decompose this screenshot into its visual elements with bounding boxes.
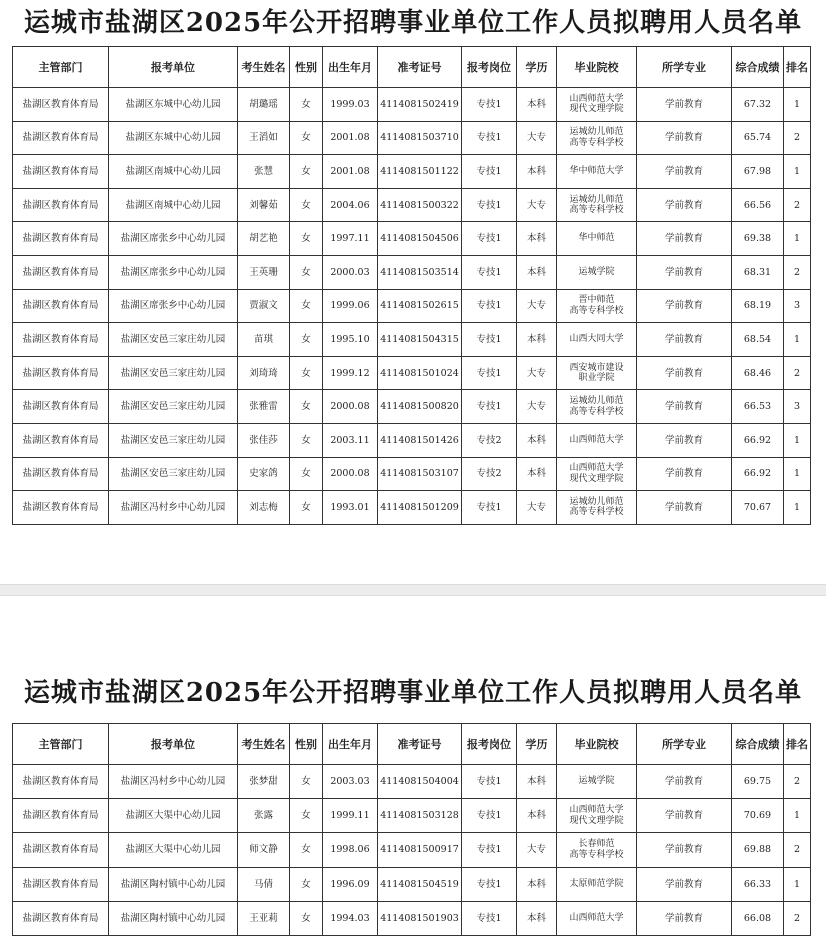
cell-rank: 1 [784, 799, 811, 833]
table-row [13, 765, 811, 799]
cell-department: 盐湖区教育体育局 [13, 457, 109, 491]
cell-name: 刘志梅 [238, 491, 290, 525]
cell-employer: 盐湖区冯村乡中心幼儿园 [109, 491, 238, 525]
cell-birth-date: 1997.11 [323, 222, 378, 256]
cell-birth-date: 2003.11 [323, 423, 378, 457]
cell-department: 盐湖区教育体育局 [13, 901, 109, 935]
cell-score: 69.75 [732, 765, 784, 799]
cell-birth-date: 2003.03 [323, 765, 378, 799]
column-header-name: 考生姓名 [238, 47, 290, 88]
cell-gender: 女 [290, 765, 323, 799]
cell-major: 学前教育 [637, 356, 732, 390]
cell-major: 学前教育 [637, 867, 732, 901]
cell-department: 盐湖区教育体育局 [13, 799, 109, 833]
cell-school: 山西师范大学 现代文理学院 [557, 799, 637, 833]
column-header-education: 学历 [517, 724, 557, 765]
cell-rank: 1 [784, 867, 811, 901]
column-header-employer: 报考单位 [109, 724, 238, 765]
table-row [13, 833, 811, 867]
table-row [13, 289, 811, 323]
table-body [13, 765, 811, 936]
cell-department: 盐湖区教育体育局 [13, 155, 109, 189]
cell-birth-date: 1999.03 [323, 88, 378, 122]
table-row [13, 390, 811, 424]
column-header-school: 毕业院校 [557, 47, 637, 88]
cell-major: 学前教育 [637, 423, 732, 457]
cell-education: 大专 [517, 390, 557, 424]
cell-gender: 女 [290, 356, 323, 390]
cell-score: 65.74 [732, 121, 784, 155]
cell-gender: 女 [290, 289, 323, 323]
table-row [13, 457, 811, 491]
cell-score: 66.53 [732, 390, 784, 424]
cell-position: 专技2 [462, 457, 517, 491]
cell-major: 学前教育 [637, 491, 732, 525]
cell-major: 学前教育 [637, 833, 732, 867]
table-row [13, 867, 811, 901]
cell-gender: 女 [290, 222, 323, 256]
column-header-position: 报考岗位 [462, 47, 517, 88]
cell-exam-id: 4114081504315 [378, 323, 462, 357]
cell-education: 大专 [517, 121, 557, 155]
cell-exam-id: 4114081500917 [378, 833, 462, 867]
cell-employer: 盐湖区南城中心幼儿园 [109, 155, 238, 189]
cell-employer: 盐湖区安邑三家庄幼儿园 [109, 390, 238, 424]
cell-education: 本科 [517, 867, 557, 901]
cell-rank: 1 [784, 423, 811, 457]
cell-gender: 女 [290, 867, 323, 901]
cell-name: 苗琪 [238, 323, 290, 357]
column-header-name: 考生姓名 [238, 724, 290, 765]
cell-employer: 盐湖区大渠中心幼儿园 [109, 833, 238, 867]
cell-department: 盐湖区教育体育局 [13, 188, 109, 222]
column-header-birth-date: 出生年月 [323, 47, 378, 88]
cell-position: 专技1 [462, 901, 517, 935]
cell-name: 王滔如 [238, 121, 290, 155]
cell-position: 专技1 [462, 289, 517, 323]
column-header-employer: 报考单位 [109, 47, 238, 88]
cell-school: 华中师范大学 [557, 155, 637, 189]
cell-education: 大专 [517, 289, 557, 323]
cell-gender: 女 [290, 457, 323, 491]
cell-school: 华中师范 [557, 222, 637, 256]
cell-exam-id: 4114081501426 [378, 423, 462, 457]
roster-table [12, 723, 811, 936]
cell-name: 王英珊 [238, 255, 290, 289]
cell-department: 盐湖区教育体育局 [13, 121, 109, 155]
cell-score: 66.08 [732, 901, 784, 935]
table-row [13, 88, 811, 122]
column-header-gender: 性别 [290, 47, 323, 88]
cell-exam-id: 4114081501903 [378, 901, 462, 935]
cell-position: 专技1 [462, 222, 517, 256]
cell-score: 66.33 [732, 867, 784, 901]
cell-school: 山西师范大学 现代文理学院 [557, 457, 637, 491]
cell-birth-date: 1999.12 [323, 356, 378, 390]
cell-school: 运城幼儿师范 高等专科学校 [557, 121, 637, 155]
cell-major: 学前教育 [637, 255, 732, 289]
cell-department: 盐湖区教育体育局 [13, 255, 109, 289]
cell-position: 专技1 [462, 356, 517, 390]
cell-score: 68.19 [732, 289, 784, 323]
cell-rank: 1 [784, 323, 811, 357]
cell-gender: 女 [290, 491, 323, 525]
cell-name: 刘馨茹 [238, 188, 290, 222]
cell-birth-date: 1995.10 [323, 323, 378, 357]
cell-employer: 盐湖区安邑三家庄幼儿园 [109, 457, 238, 491]
cell-exam-id: 4114081502419 [378, 88, 462, 122]
cell-major: 学前教育 [637, 457, 732, 491]
cell-employer: 盐湖区席张乡中心幼儿园 [109, 289, 238, 323]
cell-exam-id: 4114081504519 [378, 867, 462, 901]
column-header-rank: 排名 [784, 47, 811, 88]
cell-education: 本科 [517, 457, 557, 491]
cell-school: 运城幼儿师范 高等专科学校 [557, 188, 637, 222]
cell-education: 大专 [517, 188, 557, 222]
cell-birth-date: 1999.06 [323, 289, 378, 323]
header-row [13, 47, 811, 88]
cell-school: 运城学院 [557, 255, 637, 289]
cell-department: 盐湖区教育体育局 [13, 356, 109, 390]
column-header-major: 所学专业 [637, 724, 732, 765]
cell-exam-id: 4114081502615 [378, 289, 462, 323]
cell-gender: 女 [290, 155, 323, 189]
cell-department: 盐湖区教育体育局 [13, 289, 109, 323]
cell-score: 68.46 [732, 356, 784, 390]
cell-gender: 女 [290, 799, 323, 833]
cell-rank: 2 [784, 255, 811, 289]
cell-name: 张慧 [238, 155, 290, 189]
cell-name: 张佳莎 [238, 423, 290, 457]
cell-gender: 女 [290, 188, 323, 222]
cell-major: 学前教育 [637, 390, 732, 424]
cell-major: 学前教育 [637, 323, 732, 357]
column-header-major: 所学专业 [637, 47, 732, 88]
page-title: 运城市盐湖区2025年公开招聘事业单位工作人员拟聘用人员名单 [23, 8, 803, 38]
cell-education: 本科 [517, 155, 557, 189]
table-row [13, 255, 811, 289]
cell-major: 学前教育 [637, 901, 732, 935]
cell-rank: 2 [784, 833, 811, 867]
document-page-2 [0, 596, 826, 946]
cell-exam-id: 4114081501024 [378, 356, 462, 390]
cell-rank: 1 [784, 88, 811, 122]
cell-position: 专技1 [462, 867, 517, 901]
column-header-position: 报考岗位 [462, 724, 517, 765]
column-header-exam-id: 准考证号 [378, 724, 462, 765]
table-row [13, 188, 811, 222]
cell-education: 大专 [517, 356, 557, 390]
cell-school: 山西师范大学 [557, 901, 637, 935]
cell-employer: 盐湖区席张乡中心幼儿园 [109, 222, 238, 256]
cell-school: 运城幼儿师范 高等专科学校 [557, 491, 637, 525]
table-row [13, 901, 811, 935]
cell-score: 70.69 [732, 799, 784, 833]
cell-employer: 盐湖区冯村乡中心幼儿园 [109, 765, 238, 799]
column-header-score: 综合成绩 [732, 47, 784, 88]
cell-name: 张露 [238, 799, 290, 833]
cell-exam-id: 4114081503107 [378, 457, 462, 491]
cell-education: 本科 [517, 255, 557, 289]
cell-employer: 盐湖区陶村镇中心幼儿园 [109, 867, 238, 901]
cell-school: 长春师范 高等专科学校 [557, 833, 637, 867]
cell-education: 本科 [517, 88, 557, 122]
cell-department: 盐湖区教育体育局 [13, 323, 109, 357]
cell-gender: 女 [290, 255, 323, 289]
cell-score: 66.92 [732, 423, 784, 457]
table-row [13, 121, 811, 155]
cell-name: 师文静 [238, 833, 290, 867]
cell-education: 本科 [517, 799, 557, 833]
cell-birth-date: 2001.08 [323, 121, 378, 155]
cell-rank: 1 [784, 491, 811, 525]
cell-education: 大专 [517, 833, 557, 867]
cell-education: 大专 [517, 491, 557, 525]
cell-position: 专技1 [462, 799, 517, 833]
cell-birth-date: 2000.08 [323, 457, 378, 491]
cell-department: 盐湖区教育体育局 [13, 491, 109, 525]
cell-gender: 女 [290, 323, 323, 357]
cell-education: 本科 [517, 323, 557, 357]
cell-major: 学前教育 [637, 188, 732, 222]
column-header-gender: 性别 [290, 724, 323, 765]
cell-school: 西安城市建设 职业学院 [557, 356, 637, 390]
cell-employer: 盐湖区席张乡中心幼儿园 [109, 255, 238, 289]
cell-position: 专技1 [462, 491, 517, 525]
cell-rank: 2 [784, 188, 811, 222]
cell-employer: 盐湖区安邑三家庄幼儿园 [109, 423, 238, 457]
cell-birth-date: 2000.08 [323, 390, 378, 424]
cell-position: 专技1 [462, 833, 517, 867]
cell-gender: 女 [290, 88, 323, 122]
cell-position: 专技1 [462, 255, 517, 289]
cell-exam-id: 4114081503710 [378, 121, 462, 155]
table-row [13, 323, 811, 357]
cell-gender: 女 [290, 833, 323, 867]
cell-education: 本科 [517, 765, 557, 799]
table-row [13, 423, 811, 457]
cell-name: 张梦甜 [238, 765, 290, 799]
cell-name: 胡艺艳 [238, 222, 290, 256]
cell-score: 69.38 [732, 222, 784, 256]
table-row [13, 356, 811, 390]
cell-rank: 2 [784, 356, 811, 390]
cell-major: 学前教育 [637, 799, 732, 833]
cell-birth-date: 2001.08 [323, 155, 378, 189]
cell-major: 学前教育 [637, 121, 732, 155]
cell-name: 马倩 [238, 867, 290, 901]
cell-school: 山西师范大学 [557, 423, 637, 457]
cell-employer: 盐湖区东城中心幼儿园 [109, 121, 238, 155]
cell-employer: 盐湖区陶村镇中心幼儿园 [109, 901, 238, 935]
cell-position: 专技1 [462, 323, 517, 357]
roster-table [12, 46, 811, 525]
cell-major: 学前教育 [637, 222, 732, 256]
cell-department: 盐湖区教育体育局 [13, 88, 109, 122]
cell-birth-date: 1998.06 [323, 833, 378, 867]
cell-birth-date: 1994.03 [323, 901, 378, 935]
cell-employer: 盐湖区安邑三家庄幼儿园 [109, 356, 238, 390]
cell-rank: 1 [784, 222, 811, 256]
cell-school: 运城幼儿师范 高等专科学校 [557, 390, 637, 424]
cell-name: 张雅雷 [238, 390, 290, 424]
cell-rank: 2 [784, 121, 811, 155]
cell-birth-date: 1996.09 [323, 867, 378, 901]
cell-department: 盐湖区教育体育局 [13, 390, 109, 424]
cell-major: 学前教育 [637, 765, 732, 799]
cell-school: 山西师范大学 现代文理学院 [557, 88, 637, 122]
cell-position: 专技1 [462, 765, 517, 799]
table-row [13, 222, 811, 256]
table-row [13, 155, 811, 189]
column-header-score: 综合成绩 [732, 724, 784, 765]
column-header-school: 毕业院校 [557, 724, 637, 765]
cell-score: 67.32 [732, 88, 784, 122]
cell-position: 专技1 [462, 88, 517, 122]
cell-employer: 盐湖区大渠中心幼儿园 [109, 799, 238, 833]
cell-rank: 2 [784, 765, 811, 799]
cell-exam-id: 4114081504004 [378, 765, 462, 799]
cell-employer: 盐湖区东城中心幼儿园 [109, 88, 238, 122]
header-row [13, 724, 811, 765]
table-row [13, 799, 811, 833]
cell-score: 66.56 [732, 188, 784, 222]
cell-score: 68.31 [732, 255, 784, 289]
cell-name: 胡璐瑶 [238, 88, 290, 122]
cell-department: 盐湖区教育体育局 [13, 833, 109, 867]
cell-name: 王亚莉 [238, 901, 290, 935]
cell-position: 专技1 [462, 390, 517, 424]
column-header-department: 主管部门 [13, 724, 109, 765]
cell-rank: 3 [784, 390, 811, 424]
cell-employer: 盐湖区安邑三家庄幼儿园 [109, 323, 238, 357]
cell-birth-date: 2000.03 [323, 255, 378, 289]
cell-rank: 2 [784, 901, 811, 935]
cell-school: 晋中师范 高等专科学校 [557, 289, 637, 323]
cell-birth-date: 1993.01 [323, 491, 378, 525]
column-header-department: 主管部门 [13, 47, 109, 88]
cell-department: 盐湖区教育体育局 [13, 423, 109, 457]
cell-exam-id: 4114081500322 [378, 188, 462, 222]
table-row [13, 491, 811, 525]
cell-position: 专技1 [462, 155, 517, 189]
cell-score: 68.54 [732, 323, 784, 357]
cell-exam-id: 4114081500820 [378, 390, 462, 424]
column-header-education: 学历 [517, 47, 557, 88]
cell-birth-date: 1999.11 [323, 799, 378, 833]
column-header-rank: 排名 [784, 724, 811, 765]
column-header-exam-id: 准考证号 [378, 47, 462, 88]
cell-position: 专技1 [462, 188, 517, 222]
cell-gender: 女 [290, 390, 323, 424]
cell-department: 盐湖区教育体育局 [13, 867, 109, 901]
column-header-birth-date: 出生年月 [323, 724, 378, 765]
cell-gender: 女 [290, 901, 323, 935]
cell-score: 66.92 [732, 457, 784, 491]
cell-position: 专技1 [462, 121, 517, 155]
cell-rank: 1 [784, 457, 811, 491]
cell-rank: 3 [784, 289, 811, 323]
page-separator [0, 584, 826, 596]
cell-rank: 1 [784, 155, 811, 189]
table-body [13, 88, 811, 525]
cell-exam-id: 4114081501122 [378, 155, 462, 189]
cell-birth-date: 2004.06 [323, 188, 378, 222]
cell-school: 运城学院 [557, 765, 637, 799]
cell-position: 专技2 [462, 423, 517, 457]
cell-education: 本科 [517, 423, 557, 457]
cell-name: 史家鸽 [238, 457, 290, 491]
cell-exam-id: 4114081503514 [378, 255, 462, 289]
cell-school: 太原师范学院 [557, 867, 637, 901]
cell-name: 刘琦琦 [238, 356, 290, 390]
cell-department: 盐湖区教育体育局 [13, 222, 109, 256]
cell-major: 学前教育 [637, 289, 732, 323]
cell-education: 本科 [517, 222, 557, 256]
cell-exam-id: 4114081504506 [378, 222, 462, 256]
cell-score: 69.88 [732, 833, 784, 867]
cell-gender: 女 [290, 423, 323, 457]
cell-name: 贾淑文 [238, 289, 290, 323]
cell-exam-id: 4114081503128 [378, 799, 462, 833]
cell-education: 本科 [517, 901, 557, 935]
cell-department: 盐湖区教育体育局 [13, 765, 109, 799]
cell-school: 山西大同大学 [557, 323, 637, 357]
cell-major: 学前教育 [637, 88, 732, 122]
cell-gender: 女 [290, 121, 323, 155]
page-title: 运城市盐湖区2025年公开招聘事业单位工作人员拟聘用人员名单 [23, 678, 803, 708]
cell-score: 70.67 [732, 491, 784, 525]
cell-major: 学前教育 [637, 155, 732, 189]
cell-exam-id: 4114081501209 [378, 491, 462, 525]
cell-employer: 盐湖区南城中心幼儿园 [109, 188, 238, 222]
cell-score: 67.98 [732, 155, 784, 189]
